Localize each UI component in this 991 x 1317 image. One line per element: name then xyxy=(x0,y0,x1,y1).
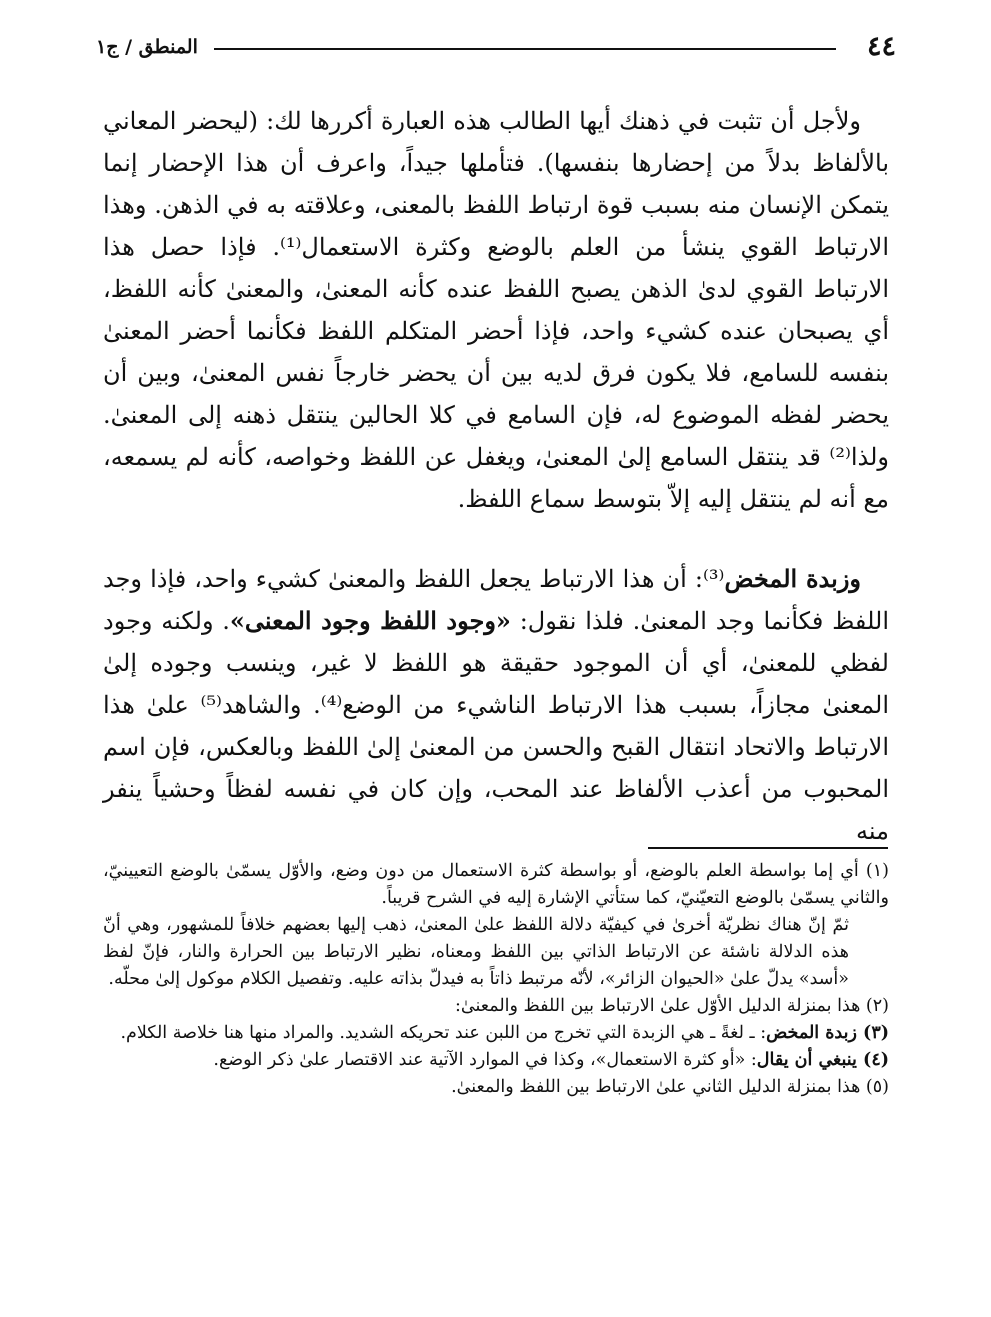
running-title: المنطق / ج١ xyxy=(96,36,198,58)
footnote-4-text: : «أو كثرة الاستعمال»، وكذا في الموارد الآتية عند الاقتصار علىٰ ذكر الوضع. xyxy=(213,1050,757,1070)
footnote-separator xyxy=(648,847,888,849)
footnote-3-text: : ـ لغةً ـ هي الزبدة التي تخرج من اللبن عند تحريكه الشديد. والمراد منها هنا خلاصة الكلام. xyxy=(120,1023,767,1043)
paragraph-2-text-a: : أن هذا الارتباط يجعل اللفظ والمعنىٰ كشيء واحد، فإذا وجد اللفظ فكأنما وجد المعنىٰ. فلذا نقول: xyxy=(103,565,889,635)
paragraph-2-lead-note: ⁽³⁾ xyxy=(703,565,725,593)
footnote-3-label: (٣) زبدة المخض xyxy=(766,1023,889,1043)
header-rule xyxy=(214,48,836,50)
paragraph-2-lead: وزبدة المخض xyxy=(724,564,862,593)
footnote-4-label: (٤) ينبغي أن يقال xyxy=(756,1050,889,1070)
paragraph-2 xyxy=(103,558,889,852)
footnote-1-continued: ثمّ إنّ هناك نظريّة أخرىٰ في كيفيّة دلالة اللفظ علىٰ المعنىٰ، ذهب إليها بعضهم خلافاً للمشهور، وهي أنّ هذه الدلالة ناشئة عن الارتباط الذاتي بين اللفظ ومعناه، نظير الارتباط بين الحرارة والنار، فإنّ لفظ «أسد» يدلّ علىٰ «الحيوان الزائر»، لأنّه مرتبط ذاتاً به فيدلّ بذاته عليه. وتفصيل الكلام موكول إلىٰ محلّه. xyxy=(103,915,849,989)
page-header xyxy=(96,30,896,64)
footnote-2: (٢) هذا بمنزلة الدليل الأوّل علىٰ الارتباط بين اللفظ والمعنىٰ: xyxy=(455,996,889,1016)
paragraph-1 xyxy=(103,100,889,520)
page-number: ٤٤ xyxy=(866,31,896,62)
footnote-4 xyxy=(103,1047,889,1074)
paragraph-1-text: ولأجل أن تثبت في ذهنك أيها الطالب هذه العبارة أكررها لك: (ليحضر المعاني بالألفاظ بدلاً من إحضارها بنفسها). فتأملها جيداً، واعرف أن هذا الإحضار إنما يتمكن الإنسان منه بسبب قوة ارتباط اللفظ بالمعنى، وعلاقته به في الذهن. وهذا الارتباط القوي ينشأ من العلم بالوضع وكثرة الاستعمال⁽¹⁾. فإذا حصل هذا الارتباط القوي لدىٰ الذهن يصبح اللفظ عنده كأنه المعنىٰ، والمعنىٰ كأنه اللفظ، أي يصبحان عنده كشيء واحد، فإذا أحضر المتكلم اللفظ فكأنما أحضر المعنىٰ بنفسه للسامع، فلا يكون فرق لديه بين أن يحضر خارجاً نفس المعنىٰ، وبين أن يحضر لفظه الموضوع له، فإن السامع في كلا الحالين ينتقل ذهنه إلى المعنىٰ. ولذا⁽²⁾ قد ينتقل السامع إلىٰ المعنىٰ، ويغفل عن اللفظ وخواصه، كأنه لم يسمعه، مع أنه لم ينتقل إليه إلاّ بتوسط سماع اللفظ. xyxy=(103,107,890,513)
paragraph-2-text-b: . ولكنه وجود لفظي للمعنىٰ، أي أن الموجود حقيقة هو اللفظ لا غير، وينسب وجوده إلىٰ المعنىٰ مجازاً، بسبب هذا الارتباط الناشيء من الوضع⁽⁴⁾. والشاهد⁽⁵⁾ علىٰ هذا الارتباط والاتحاد انتقال القبح والحسن من المعنىٰ إلىٰ اللفظ وبالعكس، فإن اسم المحبوب من أعذب الألفاظ عند المحب، وإن كان في نفسه لفظاً وحشياً ينفر منه xyxy=(103,607,890,845)
footnote-3 xyxy=(103,1020,889,1047)
footnote-1: (١) أي إما بواسطة العلم بالوضع، أو بواسطة كثرة الاستعمال من دون وضع، والأوّل يسمّىٰ بالوضع التعيينيّ، والثاني يسمّىٰ بالوضع التعيّنيّ، كما ستأتي الإشارة إليه في الشرح قريباً. xyxy=(103,861,889,908)
paragraph-2-quote: «وجود اللفظ وجود المعنى» xyxy=(229,606,511,635)
footnote-5: (٥) هذا بمنزلة الدليل الثاني علىٰ الارتباط بين اللفظ والمعنىٰ. xyxy=(451,1077,889,1097)
paragraph-2-text xyxy=(103,558,889,852)
footnotes xyxy=(103,858,889,1101)
